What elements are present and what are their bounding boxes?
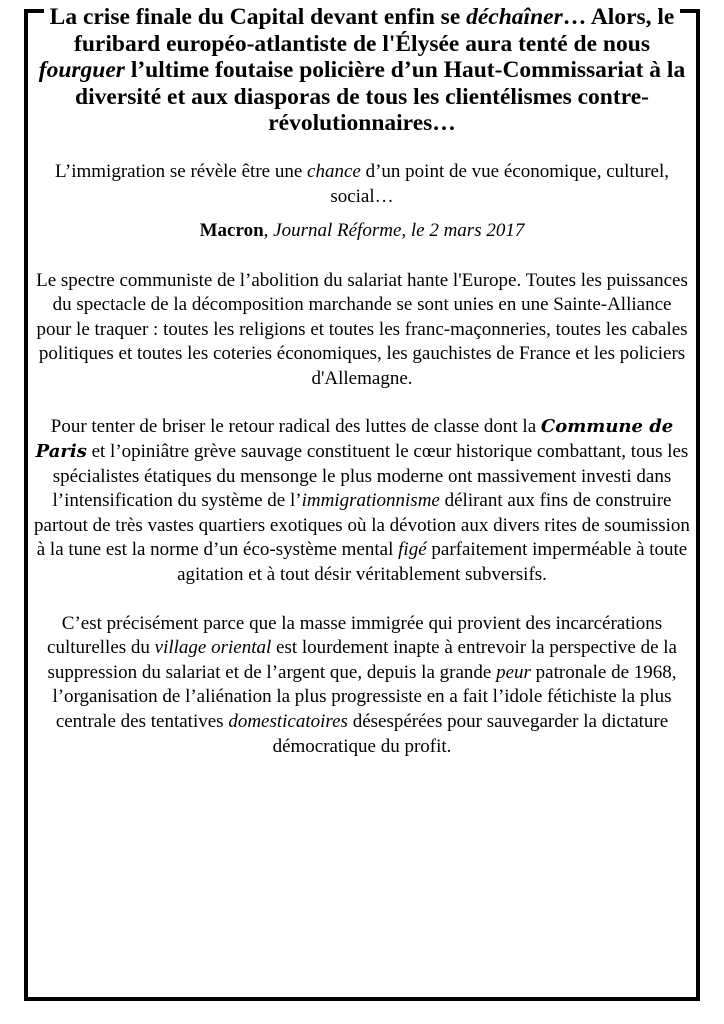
quote-text: L’immigration se révèle être une [55, 160, 308, 182]
paragraph-3 [34, 612, 690, 760]
headline [34, 4, 690, 137]
paragraph-2 [34, 415, 690, 587]
paragraph-emphasis: Commune de Paris [35, 416, 674, 463]
paragraph-text: C’est précisément parce que la masse immigrée qui provient des incarcérations culturelles du [47, 612, 663, 659]
paragraph-emphasis: figé [398, 539, 427, 561]
document-body [34, 4, 690, 759]
paragraph-emphasis: village oriental [154, 637, 272, 659]
paragraph-text: délirant aux fins de construire partout de très vastes quartiers exotiques où la dévotion aux divers rites de soumission à la tune est la norme d’un éco-système mental [34, 490, 690, 561]
paragraph-emphasis: domesticatoires [228, 711, 348, 732]
paragraph-emphasis: peur [496, 661, 531, 683]
quote-author: Macron [199, 219, 264, 241]
paragraph-text: patronale de 1968, l’organisation de l’aliénation la plus progressiste en a fait l’idole fétichiste la plus centrale des tentatives [52, 661, 677, 732]
quote-reference: Journal Réforme, le 2 mars 2017 [273, 219, 525, 241]
quote-emphasis: chance [307, 160, 361, 182]
headline-emphasis: déchaîner [466, 4, 563, 30]
quote-separator: , [263, 219, 274, 241]
paragraph-text: est lourdement inapte à entrevoir la perspective de la suppression du salariat et de l’argent que, depuis la grande [47, 637, 677, 683]
headline-text: l’ultime foutaise policière d’un Haut-Commissariat à la diversité et aux diasporas de tous les clientélismes contre-révolutionnaires… [75, 57, 686, 136]
headline-text: … Alors, le furibard européo-atlantiste de l'Élysée aura tenté de nous [74, 4, 675, 57]
epigraph-quote [34, 159, 690, 209]
paragraph-text: Le spectre communiste de l’abolition du salariat hante l'Europe. Toutes les puissances du spectacle de la décomposition marchande se sont unies en une Sainte-Alliance pour le traquer : toutes les religions et toutes les franc-maçonneries, toutes les cabales politiques et toutes les coteries économiques, les gauchistes de France et les policiers d'Allemagne. [36, 269, 688, 389]
epigraph-source [34, 218, 690, 243]
quote-text: d’un point de vue économique, culturel, social… [330, 160, 669, 207]
paragraph-text: désespérées pour sauvegarder la dictature démocratique du profit. [272, 711, 669, 757]
paragraph-text: Pour tenter de briser le retour radical des luttes de classe dont la [50, 416, 541, 438]
headline-text: La crise finale du Capital devant enfin se [49, 4, 467, 30]
paragraph-text: parfaitement imperméable à toute agitation et à tout désir véritablement subversifs. [177, 539, 688, 586]
headline-emphasis: fourguer [38, 57, 125, 83]
paragraph-emphasis: immigrationnisme [301, 490, 440, 512]
paragraph-1 [34, 269, 690, 392]
paragraph-text: et l’opiniâtre grève sauvage constituent le cœur historique combattant, tous les spécialistes étatiques du mensonge le plus moderne ont massivement investi dans l’intensification du système de l’ [52, 441, 689, 512]
